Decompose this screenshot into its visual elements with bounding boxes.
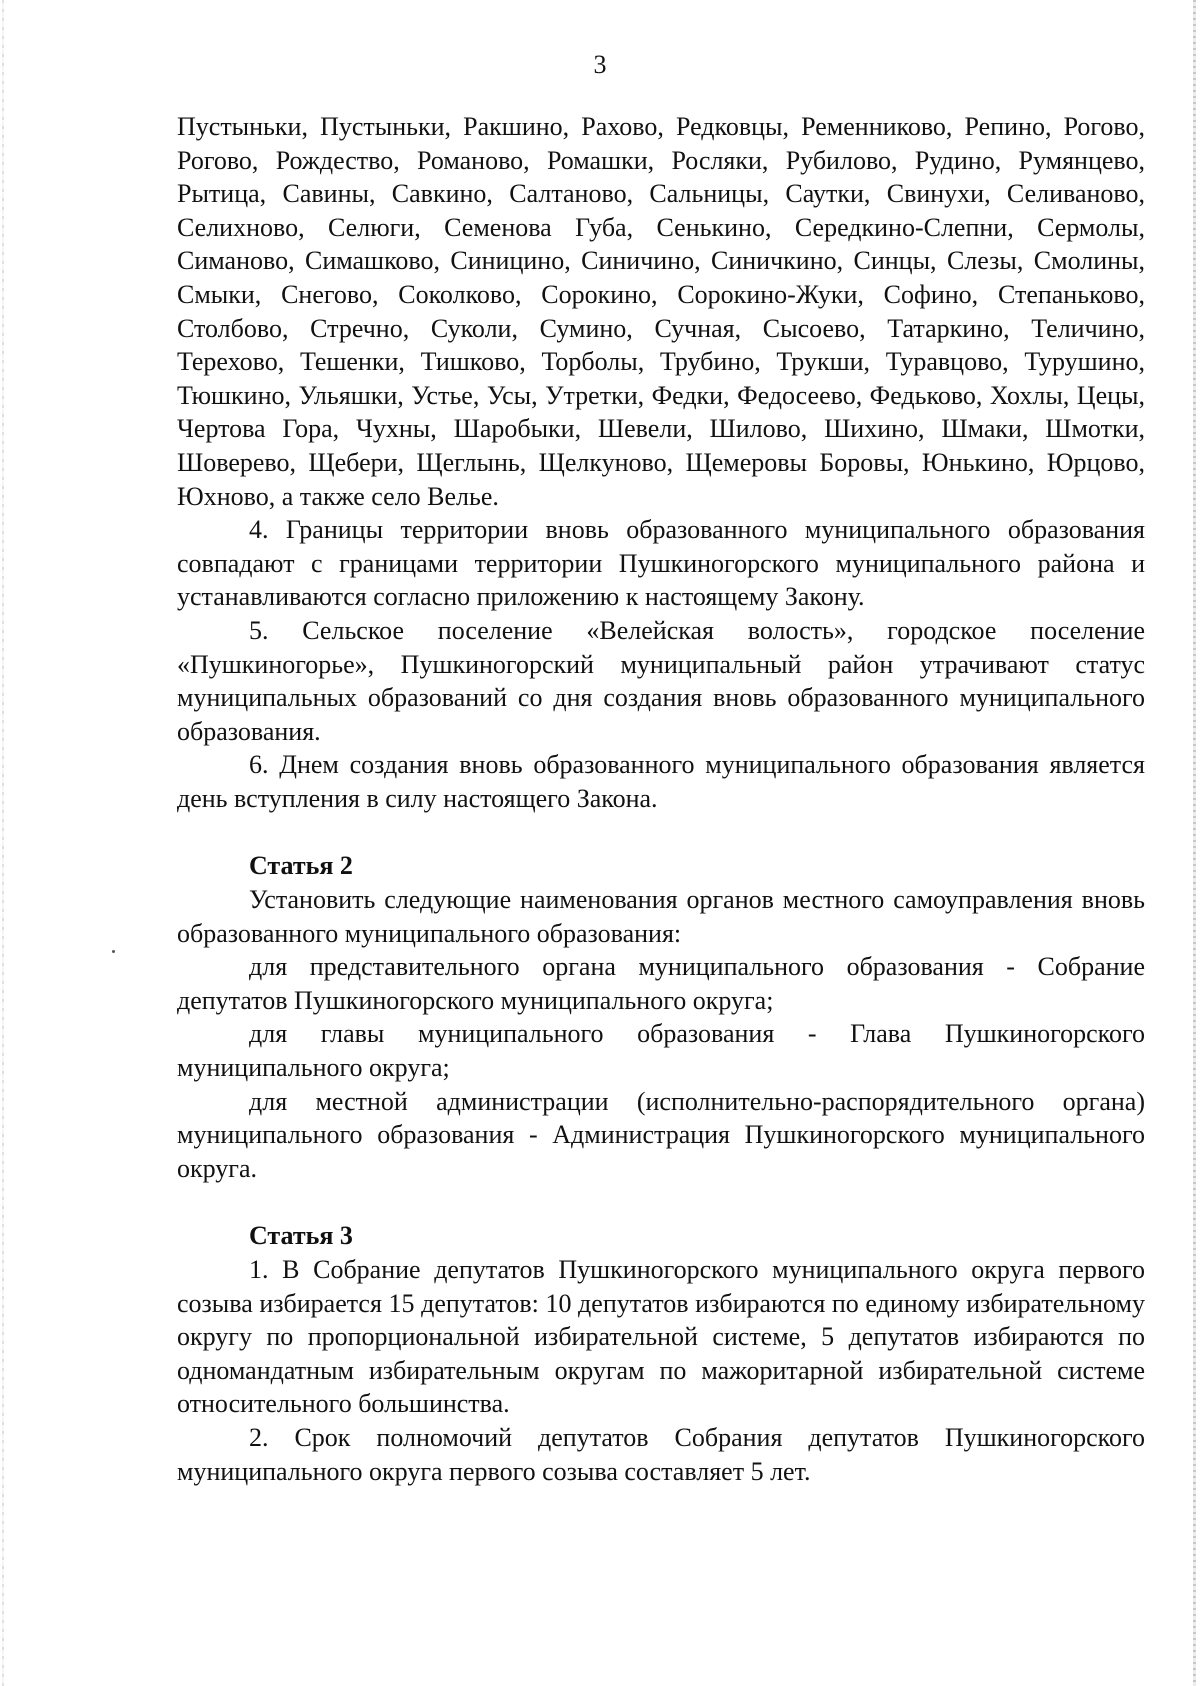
article-2-item-2: для главы муниципального образования - Глава Пушкиногорского муниципального округа;	[177, 1019, 1145, 1083]
village-list-paragraph: Пустыньки, Пустыньки, Ракшино, Рахово, Редковцы, Ременниково, Репино, Рогово, Рогово, Рождество, Романово, Ромашки, Росляки, Рубилово, Рудино, Румянцево, Рытица, Савины, Савкино, Салтаново, Сальницы, Саутки, Свинухи, Селиваново, Селихново, Селюги, Семенова Губа, Сенькино, Середкино-Слепни, Сермолы, Симаново, Симашково, Синицино, Синичино, Синичкино, Синцы, Слезы, Смолины, Смыки, Снегово, Соколково, Сорокино, Сорокино-Жуки, Софино, Степаньково, Столбово, Стречно, Суколи, Сумино, Сучная, Сысоево, Татаркино, Теличино, Терехово, Тешенки, Тишково, Торболы, Трубино, Трукши, Туравцово, Турушино, Тюшкино, Ульяшки, Устье, Усы, Утретки, Федки, Федосеево, Федьково, Хохлы, Цецы, Чертова Гора, Чухны, Шаробыки, Шевели, Шилово, Шихино, Шмаки, Шмотки, Шоверево, Щебери, Щеглынь, Щелкуново, Щемеровы Боровы, Юнькино, Юрцово, Юхново, а также село Велье.	[177, 112, 1145, 511]
scan-speck	[112, 950, 115, 953]
article-2-item-3: для местной администрации (исполнительно-распорядительного органа) муниципального образования - Администрация Пушкиногорского муниципального округа.	[177, 1086, 1145, 1183]
paragraph-6: 6. Днем создания вновь образованного муниципального образования является день вступления в силу настоящего Закона.	[177, 750, 1145, 813]
article-2-intro: Установить следующие наименования органов местного самоуправления вновь образованного муниципального образования:	[177, 885, 1145, 948]
article-2-title: Статья 2	[249, 851, 353, 881]
document-body	[177, 110, 1145, 1488]
article-2-item-1: для представительного органа муниципального образования - Собрание депутатов Пушкиногорского муниципального округа;	[177, 952, 1145, 1015]
paragraph-4: 4. Границы территории вновь образованного муниципального образования совпадают с границами территории Пушкиногорского муниципального района и устанавливаются согласно приложению к настоящему Закону.	[177, 515, 1145, 612]
page-number: 3	[593, 50, 607, 79]
article-3-paragraph-2: 2. Срок полномочий депутатов Собрания депутатов Пушкиногорского муниципального округа первого созыва составляет 5 лет.	[177, 1422, 1145, 1486]
paragraph-5: 5. Сельское поселение «Велейская волость», городское поселение «Пушкиногорье», Пушкиногорский муниципальный район утрачивают статус муниципальных образований со дня создания вновь образованного муниципального образования.	[177, 615, 1145, 746]
article-3-paragraph-1: 1. В Собрание депутатов Пушкиногорского муниципального округа первого созыва избирается 15 депутатов: 10 депутатов избираются по единому избирательному округу по пропорциональной избирательной системе, 5 депутатов избираются по одномандатным избирательным округам по мажоритарной избирательной системе относительного большинства.	[177, 1255, 1145, 1419]
scan-edge-right	[1193, 0, 1196, 1686]
scan-edge-left	[2, 0, 4, 1686]
article-3-title: Статья 3	[249, 1221, 353, 1251]
